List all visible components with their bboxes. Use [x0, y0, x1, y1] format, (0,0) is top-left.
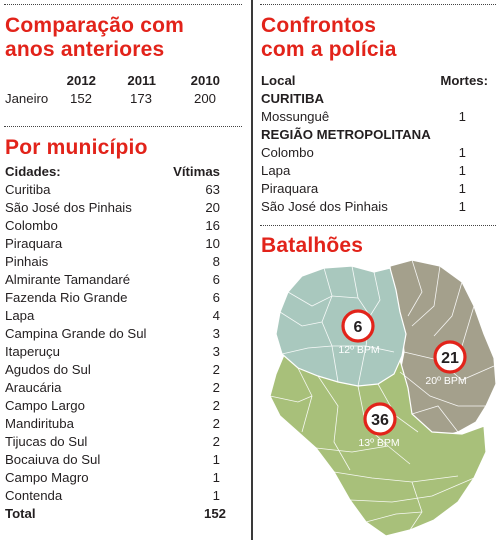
battalion-marker-13-count: 36 [371, 412, 389, 429]
municipality-name: Curitiba [5, 182, 51, 197]
municipality-name: Colombo [5, 218, 58, 233]
municipality-name: Almirante Tamandaré [5, 272, 131, 287]
municipality-victims: 1 [212, 488, 220, 503]
battalion-marker-12-count: 6 [353, 319, 363, 336]
value-2012: 152 [69, 91, 92, 106]
municipality-name: Pinhais [5, 254, 49, 269]
header-cities: Cidades: [5, 164, 61, 179]
municipality-title: Por município [5, 136, 148, 159]
municipality-victims: 2 [212, 398, 220, 413]
municipality-name: Bocaiuva do Sul [5, 452, 101, 467]
battalion-marker-20-count: 21 [441, 350, 459, 367]
battalions-title: Batalhões [261, 234, 364, 257]
confront-place: Lapa [261, 163, 291, 178]
municipality-victims: 10 [205, 236, 220, 251]
year-2012: 2012 [66, 73, 96, 88]
municipality-name: Agudos do Sul [5, 362, 91, 377]
confrontations-title-line2: com a polícia [261, 38, 397, 61]
municipality-victims: 2 [212, 380, 220, 395]
battalion-marker-13-label: 13º BPM [358, 437, 400, 449]
municipality-victims: 4 [212, 308, 220, 323]
municipality-name: Piraquara [5, 236, 63, 251]
confront-deaths: 1 [458, 199, 466, 214]
municipality-name: Mandirituba [5, 416, 74, 431]
municipality-name: Fazenda Rio Grande [5, 290, 128, 305]
municipality-name: Contenda [5, 488, 63, 503]
comparison-title-line1: Comparação com [5, 14, 185, 37]
municipality-name: Campo Largo [5, 398, 85, 413]
municipality-victims: 63 [205, 182, 220, 197]
value-2011: 173 [129, 91, 152, 106]
confront-deaths: 1 [458, 163, 466, 178]
municipality-victims: 6 [212, 272, 220, 287]
column-divider [251, 0, 253, 540]
group-metro: REGIÃO METROPOLITANA [261, 127, 431, 142]
confront-place: Piraquara [261, 181, 319, 196]
confront-place: Mossunguê [261, 109, 330, 124]
confront-place: São José dos Pinhais [261, 199, 388, 214]
top-dotted-rule-left [4, 4, 242, 5]
value-2010: 200 [193, 91, 216, 106]
confront-place: Colombo [261, 145, 314, 160]
header-deaths: Mortes: [440, 73, 488, 88]
mid-dotted-rule-left [4, 126, 242, 127]
municipality-victims: 8 [212, 254, 220, 269]
municipality-name: São José dos Pinhais [5, 200, 132, 215]
municipality-name: Tijucas do Sul [5, 434, 88, 449]
municipality-victims: 1 [212, 470, 220, 485]
total-value: 152 [203, 506, 226, 521]
confront-deaths: 1 [458, 145, 466, 160]
municipality-victims: 20 [205, 200, 220, 215]
confront-deaths: 1 [458, 181, 466, 196]
municipality-name: Lapa [5, 308, 35, 323]
top-dotted-rule-right [260, 4, 496, 5]
confront-deaths: 1 [458, 109, 466, 124]
municipality-victims: 1 [212, 452, 220, 467]
municipality-victims: 3 [212, 326, 220, 341]
municipality-name: Campo Magro [5, 470, 89, 485]
municipality-name: Araucária [5, 380, 62, 395]
mid-dotted-rule-right [260, 225, 496, 226]
municipality-victims: 6 [212, 290, 220, 305]
header-victims: Vítimas [173, 164, 220, 179]
group-curitiba: CURITIBA [261, 91, 325, 106]
municipality-victims: 3 [212, 344, 220, 359]
year-2011: 2011 [127, 73, 156, 88]
municipality-victims: 16 [205, 218, 220, 233]
battalion-map [262, 256, 498, 538]
municipality-name: Itaperuçu [5, 344, 60, 359]
confrontations-title-line1: Confrontos [261, 14, 377, 37]
municipality-victims: 2 [212, 434, 220, 449]
total-label: Total [5, 506, 36, 521]
municipality-victims: 2 [212, 416, 220, 431]
comparison-title-line2: anos anteriores [5, 38, 165, 61]
municipality-victims: 2 [212, 362, 220, 377]
year-2010: 2010 [190, 73, 220, 88]
municipality-name: Campina Grande do Sul [5, 326, 147, 341]
battalion-marker-12-label: 12º BPM [338, 344, 380, 356]
battalion-marker-20-label: 20º BPM [425, 375, 467, 387]
header-local: Local [261, 73, 296, 88]
comparison-row-label: Janeiro [5, 91, 49, 106]
